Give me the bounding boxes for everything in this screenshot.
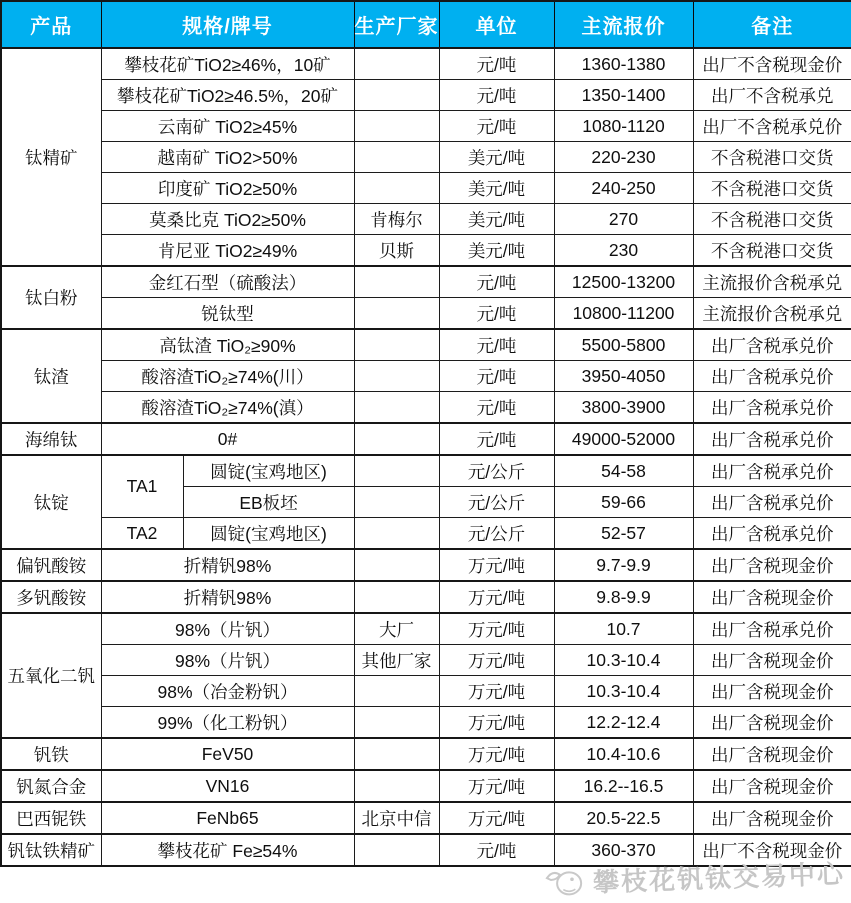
unit-cell: 美元/吨	[439, 142, 554, 173]
product-cell: 偏钒酸铵	[1, 549, 101, 581]
product-cell: 海绵钛	[1, 423, 101, 455]
price-cell: 10800-11200	[554, 298, 693, 330]
product-cell: 钒铁	[1, 738, 101, 770]
table-row	[1, 676, 851, 707]
note-cell: 出厂不含税现金价	[693, 834, 851, 866]
header-unit: 单位	[439, 1, 554, 48]
table-row	[1, 361, 851, 392]
unit-cell: 万元/吨	[439, 802, 554, 834]
note-cell: 出厂含税现金价	[693, 738, 851, 770]
manufacturer-cell	[354, 329, 439, 361]
price-cell: 12.2-12.4	[554, 707, 693, 739]
note-cell: 出厂含税现金价	[693, 549, 851, 581]
unit-cell: 元/公斤	[439, 518, 554, 550]
note-cell: 主流报价含税承兑	[693, 266, 851, 298]
table-row	[1, 645, 851, 676]
table-row	[1, 392, 851, 424]
price-cell: 3800-3900	[554, 392, 693, 424]
manufacturer-cell	[354, 770, 439, 802]
unit-cell: 万元/吨	[439, 707, 554, 739]
table-row	[1, 111, 851, 142]
unit-cell: 元/吨	[439, 392, 554, 424]
header-product: 产品	[1, 1, 101, 48]
note-cell: 出厂含税承兑价	[693, 392, 851, 424]
unit-cell: 元/吨	[439, 298, 554, 330]
spec-cell: 攀枝花矿 Fe≥54%	[101, 834, 354, 866]
spec-cell: 肯尼亚 TiO2≥49%	[101, 235, 354, 267]
unit-cell: 万元/吨	[439, 738, 554, 770]
price-cell: 10.3-10.4	[554, 676, 693, 707]
subspec-cell: EB板坯	[183, 487, 354, 518]
manufacturer-cell	[354, 834, 439, 866]
table-row	[1, 329, 851, 361]
header-note: 备注	[693, 1, 851, 48]
unit-cell: 元/吨	[439, 361, 554, 392]
price-cell: 360-370	[554, 834, 693, 866]
table-row	[1, 834, 851, 866]
manufacturer-cell	[354, 676, 439, 707]
manufacturer-cell: 大厂	[354, 613, 439, 645]
header-price: 主流报价	[554, 1, 693, 48]
manufacturer-cell	[354, 266, 439, 298]
price-cell: 54-58	[554, 455, 693, 487]
price-cell: 10.3-10.4	[554, 645, 693, 676]
note-cell: 出厂含税承兑价	[693, 329, 851, 361]
price-cell: 9.8-9.9	[554, 581, 693, 613]
table-row	[1, 770, 851, 802]
manufacturer-cell	[354, 48, 439, 80]
note-cell: 不含税港口交货	[693, 173, 851, 204]
product-cell: 钛渣	[1, 329, 101, 423]
price-cell: 59-66	[554, 487, 693, 518]
watermark-text: 攀枝花钒钛交易中心	[592, 858, 846, 898]
note-cell: 出厂不含税承兑价	[693, 111, 851, 142]
spec-cell: 云南矿 TiO2≥45%	[101, 111, 354, 142]
price-cell: 9.7-9.9	[554, 549, 693, 581]
product-cell: 钛白粉	[1, 266, 101, 329]
price-cell: 16.2--16.5	[554, 770, 693, 802]
product-cell: 钒钛铁精矿	[1, 834, 101, 866]
spec-cell: 金红石型（硫酸法）	[101, 266, 354, 298]
manufacturer-cell	[354, 392, 439, 424]
table-row	[1, 80, 851, 111]
price-cell: 5500-5800	[554, 329, 693, 361]
product-cell: 五氧化二钒	[1, 613, 101, 738]
table-row	[1, 707, 851, 739]
note-cell: 出厂含税现金价	[693, 676, 851, 707]
manufacturer-cell: 肯梅尔	[354, 204, 439, 235]
product-cell: 多钒酸铵	[1, 581, 101, 613]
spec-cell: 印度矿 TiO2≥50%	[101, 173, 354, 204]
note-cell: 不含税港口交货	[693, 235, 851, 267]
note-cell: 出厂不含税承兑	[693, 80, 851, 111]
price-cell: 10.7	[554, 613, 693, 645]
manufacturer-cell: 其他厂家	[354, 645, 439, 676]
unit-cell: 元/公斤	[439, 487, 554, 518]
note-cell: 出厂含税现金价	[693, 645, 851, 676]
note-cell: 出厂含税现金价	[693, 802, 851, 834]
manufacturer-cell	[354, 581, 439, 613]
manufacturer-cell	[354, 707, 439, 739]
note-cell: 出厂含税现金价	[693, 770, 851, 802]
spec-cell: 99%（化工粉钒）	[101, 707, 354, 739]
manufacturer-cell	[354, 455, 439, 487]
manufacturer-cell	[354, 361, 439, 392]
table-row	[1, 204, 851, 235]
spec-cell: 高钛渣 TiO₂≥90%	[101, 329, 354, 361]
unit-cell: 元/吨	[439, 423, 554, 455]
manufacturer-cell	[354, 111, 439, 142]
table-row	[1, 581, 851, 613]
table-row	[1, 613, 851, 645]
table-row	[1, 235, 851, 267]
price-cell: 52-57	[554, 518, 693, 550]
table-row	[1, 738, 851, 770]
price-cell: 12500-13200	[554, 266, 693, 298]
price-cell: 49000-52000	[554, 423, 693, 455]
manufacturer-cell	[354, 487, 439, 518]
header-manufacturer: 生产厂家	[354, 1, 439, 48]
manufacturer-cell: 贝斯	[354, 235, 439, 267]
price-cell: 10.4-10.6	[554, 738, 693, 770]
manufacturer-cell	[354, 173, 439, 204]
price-cell: 1350-1400	[554, 80, 693, 111]
table-body	[1, 48, 851, 866]
unit-cell: 万元/吨	[439, 645, 554, 676]
product-cell: 钛锭	[1, 455, 101, 549]
note-cell: 出厂含税承兑价	[693, 423, 851, 455]
unit-cell: 美元/吨	[439, 173, 554, 204]
spec-cell: 攀枝花矿TiO2≥46%，10矿	[101, 48, 354, 80]
price-cell: 240-250	[554, 173, 693, 204]
note-cell: 出厂不含税现金价	[693, 48, 851, 80]
table-row	[1, 455, 851, 487]
exchange-logo-icon	[542, 864, 587, 900]
table-row	[1, 266, 851, 298]
table-row	[1, 298, 851, 330]
price-cell: 1080-1120	[554, 111, 693, 142]
table-row	[1, 142, 851, 173]
manufacturer-cell	[354, 142, 439, 173]
grade-cell: TA1	[101, 455, 183, 518]
subspec-cell: 圆锭(宝鸡地区)	[183, 518, 354, 550]
table-row	[1, 518, 851, 550]
table-header	[1, 1, 851, 48]
product-cell: 巴西铌铁	[1, 802, 101, 834]
spec-cell: 0#	[101, 423, 354, 455]
spec-cell: 折精钒98%	[101, 581, 354, 613]
spec-cell: 98%（片钒）	[101, 645, 354, 676]
manufacturer-cell	[354, 298, 439, 330]
spec-cell: FeNb65	[101, 802, 354, 834]
spec-cell: 折精钒98%	[101, 549, 354, 581]
unit-cell: 元/吨	[439, 111, 554, 142]
note-cell: 出厂含税承兑价	[693, 613, 851, 645]
spec-cell: 莫桑比克 TiO2≥50%	[101, 204, 354, 235]
unit-cell: 元/吨	[439, 48, 554, 80]
unit-cell: 万元/吨	[439, 581, 554, 613]
note-cell: 出厂含税承兑价	[693, 518, 851, 550]
unit-cell: 万元/吨	[439, 676, 554, 707]
note-cell: 不含税港口交货	[693, 204, 851, 235]
manufacturer-cell: 北京中信	[354, 802, 439, 834]
note-cell: 出厂含税现金价	[693, 581, 851, 613]
table-row	[1, 173, 851, 204]
note-cell: 出厂含税承兑价	[693, 487, 851, 518]
price-cell: 3950-4050	[554, 361, 693, 392]
manufacturer-cell	[354, 549, 439, 581]
spec-cell: 98%（冶金粉钒）	[101, 676, 354, 707]
unit-cell: 美元/吨	[439, 235, 554, 267]
unit-cell: 万元/吨	[439, 613, 554, 645]
unit-cell: 美元/吨	[439, 204, 554, 235]
spec-cell: 攀枝花矿TiO2≥46.5%，20矿	[101, 80, 354, 111]
table-row	[1, 549, 851, 581]
manufacturer-cell	[354, 518, 439, 550]
price-cell: 270	[554, 204, 693, 235]
price-cell: 1360-1380	[554, 48, 693, 80]
price-cell: 220-230	[554, 142, 693, 173]
manufacturer-cell	[354, 738, 439, 770]
note-cell: 主流报价含税承兑	[693, 298, 851, 330]
price-cell: 230	[554, 235, 693, 267]
spec-cell: 酸溶渣TiO₂≥74%(川）	[101, 361, 354, 392]
spec-cell: 98%（片钒）	[101, 613, 354, 645]
manufacturer-cell	[354, 423, 439, 455]
unit-cell: 元/吨	[439, 80, 554, 111]
unit-cell: 万元/吨	[439, 770, 554, 802]
spec-cell: FeV50	[101, 738, 354, 770]
spec-cell: 越南矿 TiO2>50%	[101, 142, 354, 173]
table-row	[1, 423, 851, 455]
spec-cell: VN16	[101, 770, 354, 802]
unit-cell: 元/公斤	[439, 455, 554, 487]
unit-cell: 元/吨	[439, 834, 554, 866]
unit-cell: 万元/吨	[439, 549, 554, 581]
note-cell: 出厂含税承兑价	[693, 361, 851, 392]
note-cell: 不含税港口交货	[693, 142, 851, 173]
table-row	[1, 48, 851, 80]
table-row	[1, 802, 851, 834]
note-cell: 出厂含税现金价	[693, 707, 851, 739]
spec-cell: 酸溶渣TiO₂≥74%(滇）	[101, 392, 354, 424]
unit-cell: 元/吨	[439, 266, 554, 298]
header-spec: 规格/牌号	[101, 1, 354, 48]
note-cell: 出厂含税承兑价	[693, 455, 851, 487]
product-cell: 钒氮合金	[1, 770, 101, 802]
unit-cell: 元/吨	[439, 329, 554, 361]
spec-cell: 锐钛型	[101, 298, 354, 330]
price-cell: 20.5-22.5	[554, 802, 693, 834]
grade-cell: TA2	[101, 518, 183, 550]
manufacturer-cell	[354, 80, 439, 111]
subspec-cell: 圆锭(宝鸡地区)	[183, 455, 354, 487]
product-cell: 钛精矿	[1, 48, 101, 266]
